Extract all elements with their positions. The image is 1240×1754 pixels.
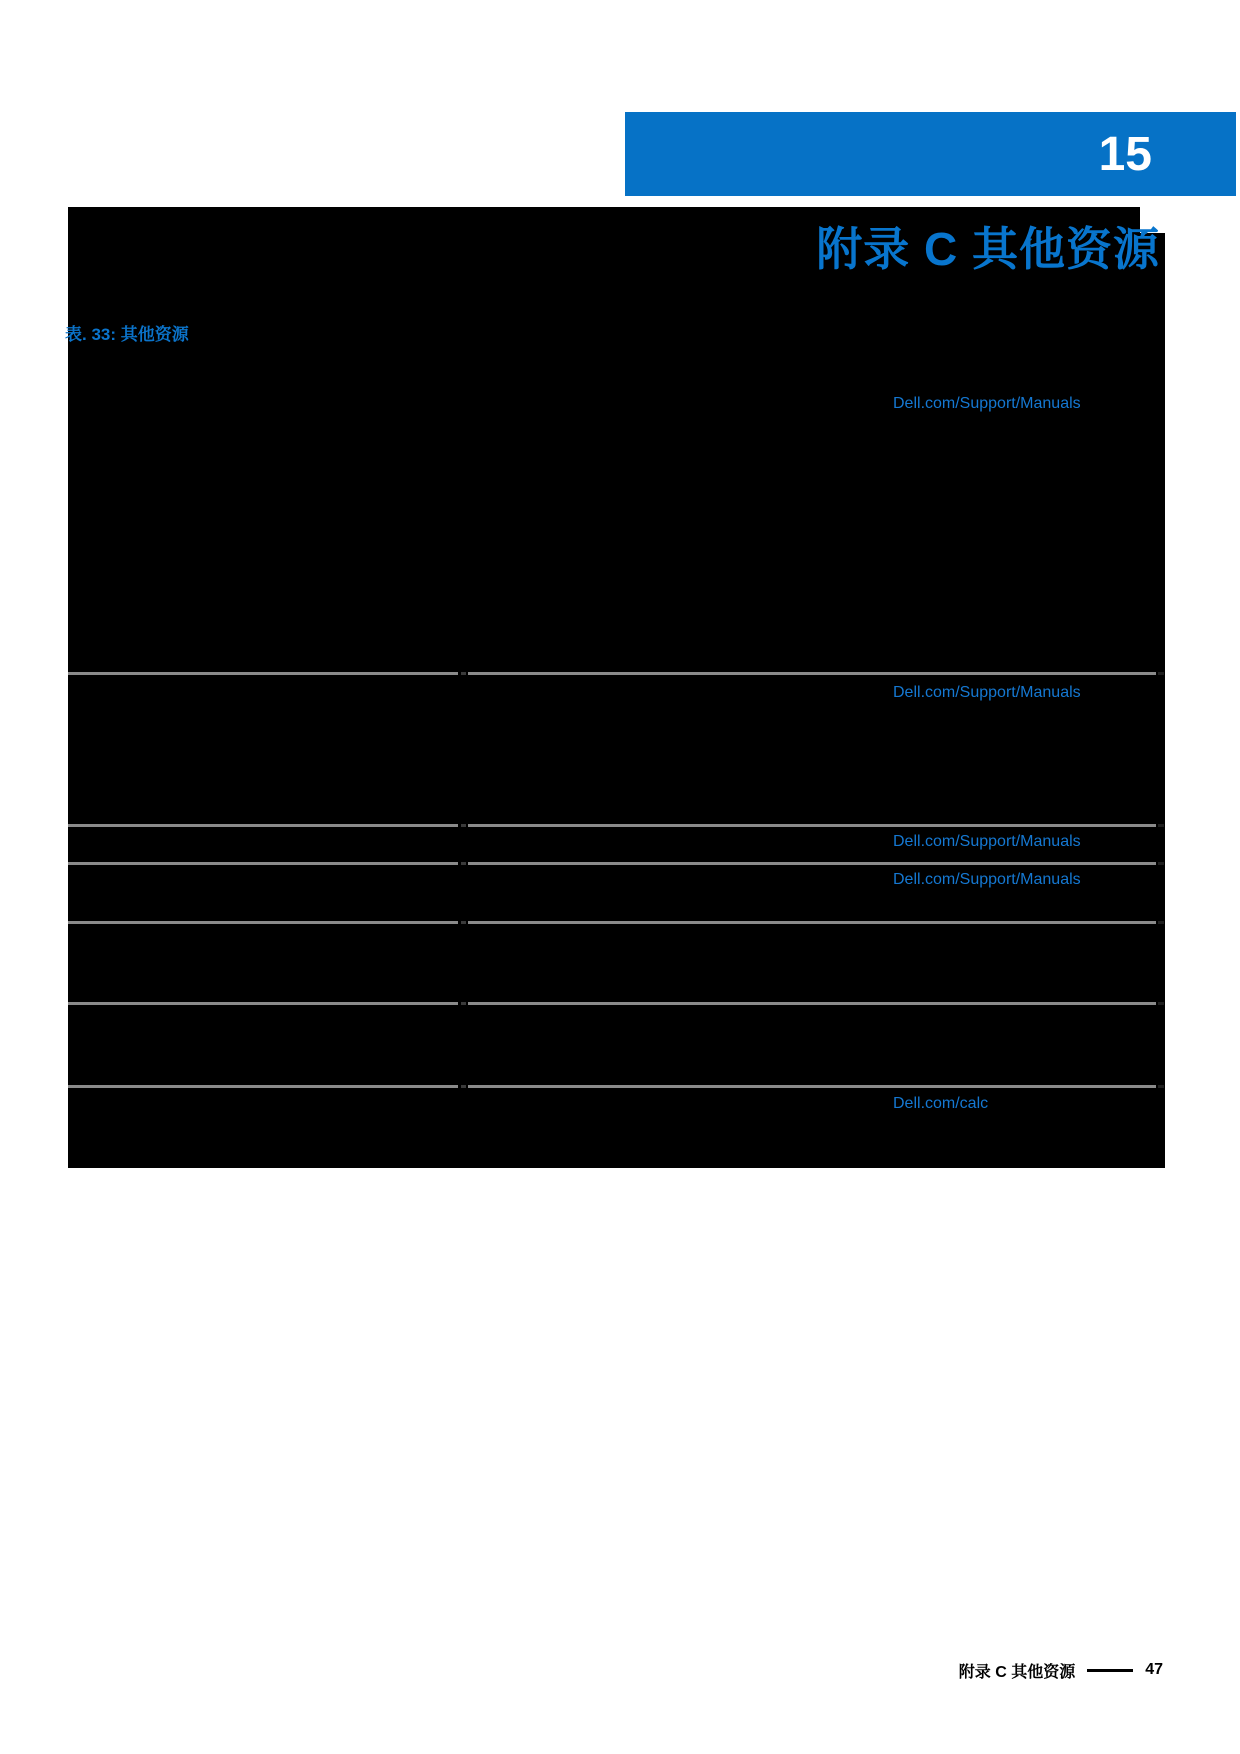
- separator-segment: [68, 862, 458, 865]
- separator-segment: [68, 1085, 458, 1088]
- separator-segment: [468, 1002, 1156, 1005]
- support-manuals-link[interactable]: Dell.com/Support/Manuals: [893, 871, 1081, 888]
- separator-segment: [68, 921, 458, 924]
- support-manuals-link[interactable]: Dell.com/Support/Manuals: [893, 395, 1081, 412]
- separator-end-nub: [1158, 672, 1164, 675]
- separator-end-nub: [1158, 921, 1164, 924]
- table-caption: 表. 33: 其他资源: [65, 325, 189, 344]
- separator-segment: [468, 672, 1156, 675]
- separator-end-nub: [1158, 1002, 1164, 1005]
- footer-page-number: 47: [1145, 1661, 1163, 1678]
- table-row-separator: [68, 1002, 1163, 1005]
- page-title: 附录 C 其他资源: [816, 223, 1160, 275]
- column-divider-dot: [461, 1002, 466, 1005]
- footer-section-title: 附录 C 其他资源: [958, 1663, 1076, 1681]
- separator-segment: [468, 1085, 1156, 1088]
- separator-segment: [68, 672, 458, 675]
- column-divider-dot: [461, 824, 466, 827]
- table-row-separator: [68, 862, 1163, 865]
- separator-segment: [468, 824, 1156, 827]
- column-divider-dot: [461, 862, 466, 865]
- support-manuals-link[interactable]: Dell.com/Support/Manuals: [893, 833, 1081, 850]
- table-row-separator: [68, 921, 1163, 924]
- column-divider-dot: [461, 672, 466, 675]
- separator-end-nub: [1158, 824, 1164, 827]
- dell-calc-link[interactable]: Dell.com/calc: [893, 1095, 989, 1112]
- table-row-separator: [68, 672, 1163, 675]
- support-manuals-link[interactable]: Dell.com/Support/Manuals: [893, 684, 1081, 701]
- separator-segment: [468, 921, 1156, 924]
- table-content-area: [65, 207, 1165, 1168]
- column-divider-dot: [461, 1085, 466, 1088]
- column-divider-dot: [461, 921, 466, 924]
- separator-end-nub: [1158, 862, 1164, 865]
- table-row-separator: [68, 824, 1163, 827]
- table-row-separator: [68, 1085, 1163, 1088]
- page-footer: [959, 1660, 1163, 1680]
- separator-end-nub: [1158, 1085, 1164, 1088]
- chapter-band: [625, 112, 1236, 196]
- chapter-number: 15: [1098, 127, 1152, 181]
- separator-segment: [68, 1002, 458, 1005]
- footer-bar: [1087, 1669, 1133, 1672]
- separator-segment: [468, 862, 1156, 865]
- separator-segment: [68, 824, 458, 827]
